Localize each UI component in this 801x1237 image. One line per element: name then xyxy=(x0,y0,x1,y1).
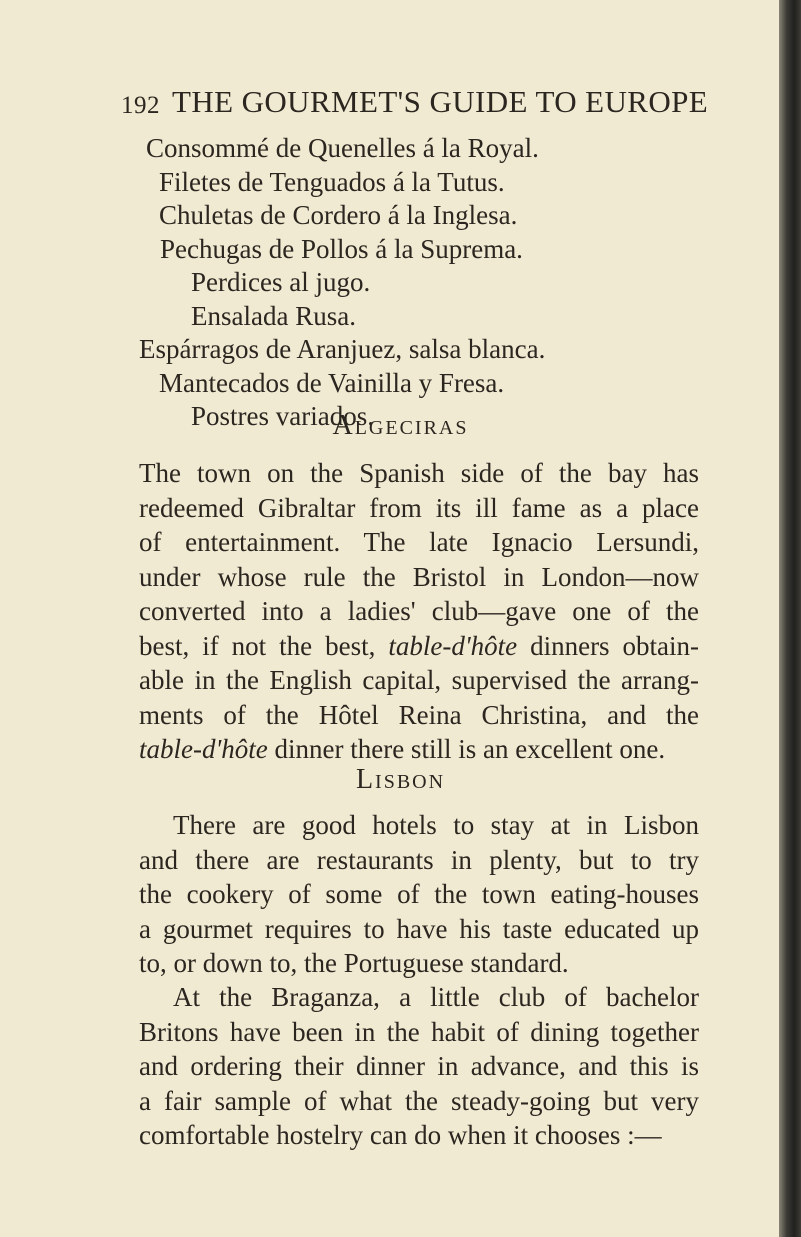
menu-list xyxy=(139,132,666,434)
menu-item: Postres variados. xyxy=(191,401,374,431)
text-line: Britons have been in the habit of dining together xyxy=(139,1016,699,1047)
menu-item: Pechugas de Pollos á la Suprema. xyxy=(160,233,523,264)
page-edge-shadow xyxy=(779,0,801,1237)
menu-item: Mantecados de Vainilla y Fresa. xyxy=(159,367,505,398)
section-heading-algeciras: Algeciras xyxy=(332,410,469,441)
italic-term: table-d'hôte xyxy=(388,630,518,661)
text-line: the cookery of some of the town eating-houses xyxy=(139,879,699,909)
algeciras-paragraph xyxy=(139,456,699,767)
text-line: of entertainment. The late Ignacio Lersundi, xyxy=(139,527,699,557)
text-line: comfortable hostelry can do when it chooses :— xyxy=(139,1120,662,1150)
text-line: There are good hotels to stay at in Lisbon xyxy=(173,810,699,840)
page-header xyxy=(121,84,709,124)
menu-item: Chuletas de Cordero á la Inglesa. xyxy=(159,200,518,230)
menu-item: Espárragos de Aranjuez, salsa blanca. xyxy=(139,334,546,364)
page-number: 192 xyxy=(121,92,160,119)
text-line: At the Braganza, a little club of bachelor xyxy=(173,982,699,1012)
text-line: to, or down to, the Portuguese standard. xyxy=(139,948,569,978)
text-line: under whose rule the Bristol in London—now xyxy=(139,561,699,592)
lisbon-paragraph-2 xyxy=(139,980,699,1153)
italic-term: table-d'hôte xyxy=(139,734,268,764)
menu-item: Ensalada Rusa. xyxy=(191,300,356,331)
section-heading-lisbon: Lisbon xyxy=(355,764,446,795)
text-line: and ordering their dinner in advance, and this is xyxy=(139,1051,699,1081)
text-line: The town on the Spanish side of the bay has xyxy=(139,458,699,488)
text-line: a fair sample of what the steady-going but very xyxy=(139,1085,699,1116)
text-line: converted into a ladies' club—gave one of the xyxy=(139,596,699,626)
text-line: a gourmet requires to have his taste educated up xyxy=(139,913,699,944)
text-run: best, if not the best, xyxy=(139,630,376,661)
menu-item: Filetes de Tenguados á la Tutus. xyxy=(159,166,505,197)
text-run: dinners obtain- xyxy=(530,630,700,661)
text-line xyxy=(139,732,699,767)
text-line: ments of the Hôtel Reina Christina, and the xyxy=(139,699,699,730)
menu-item: Perdices al jugo. xyxy=(191,267,371,297)
text-line: able in the English capital, supervised the arrang- xyxy=(139,665,699,695)
lisbon-paragraph-1 xyxy=(139,808,699,981)
text-line xyxy=(139,629,699,664)
text-line: redeemed Gibraltar from its ill fame as a place xyxy=(139,492,699,523)
text-run: dinner there still is an excellent one. xyxy=(274,734,666,764)
menu-item: Consommé de Quenelles á la Royal. xyxy=(146,133,539,163)
running-title: THE GOURMET'S GUIDE TO EUROPE xyxy=(172,84,709,119)
text-line: and there are restaurants in plenty, but to try xyxy=(139,844,699,875)
